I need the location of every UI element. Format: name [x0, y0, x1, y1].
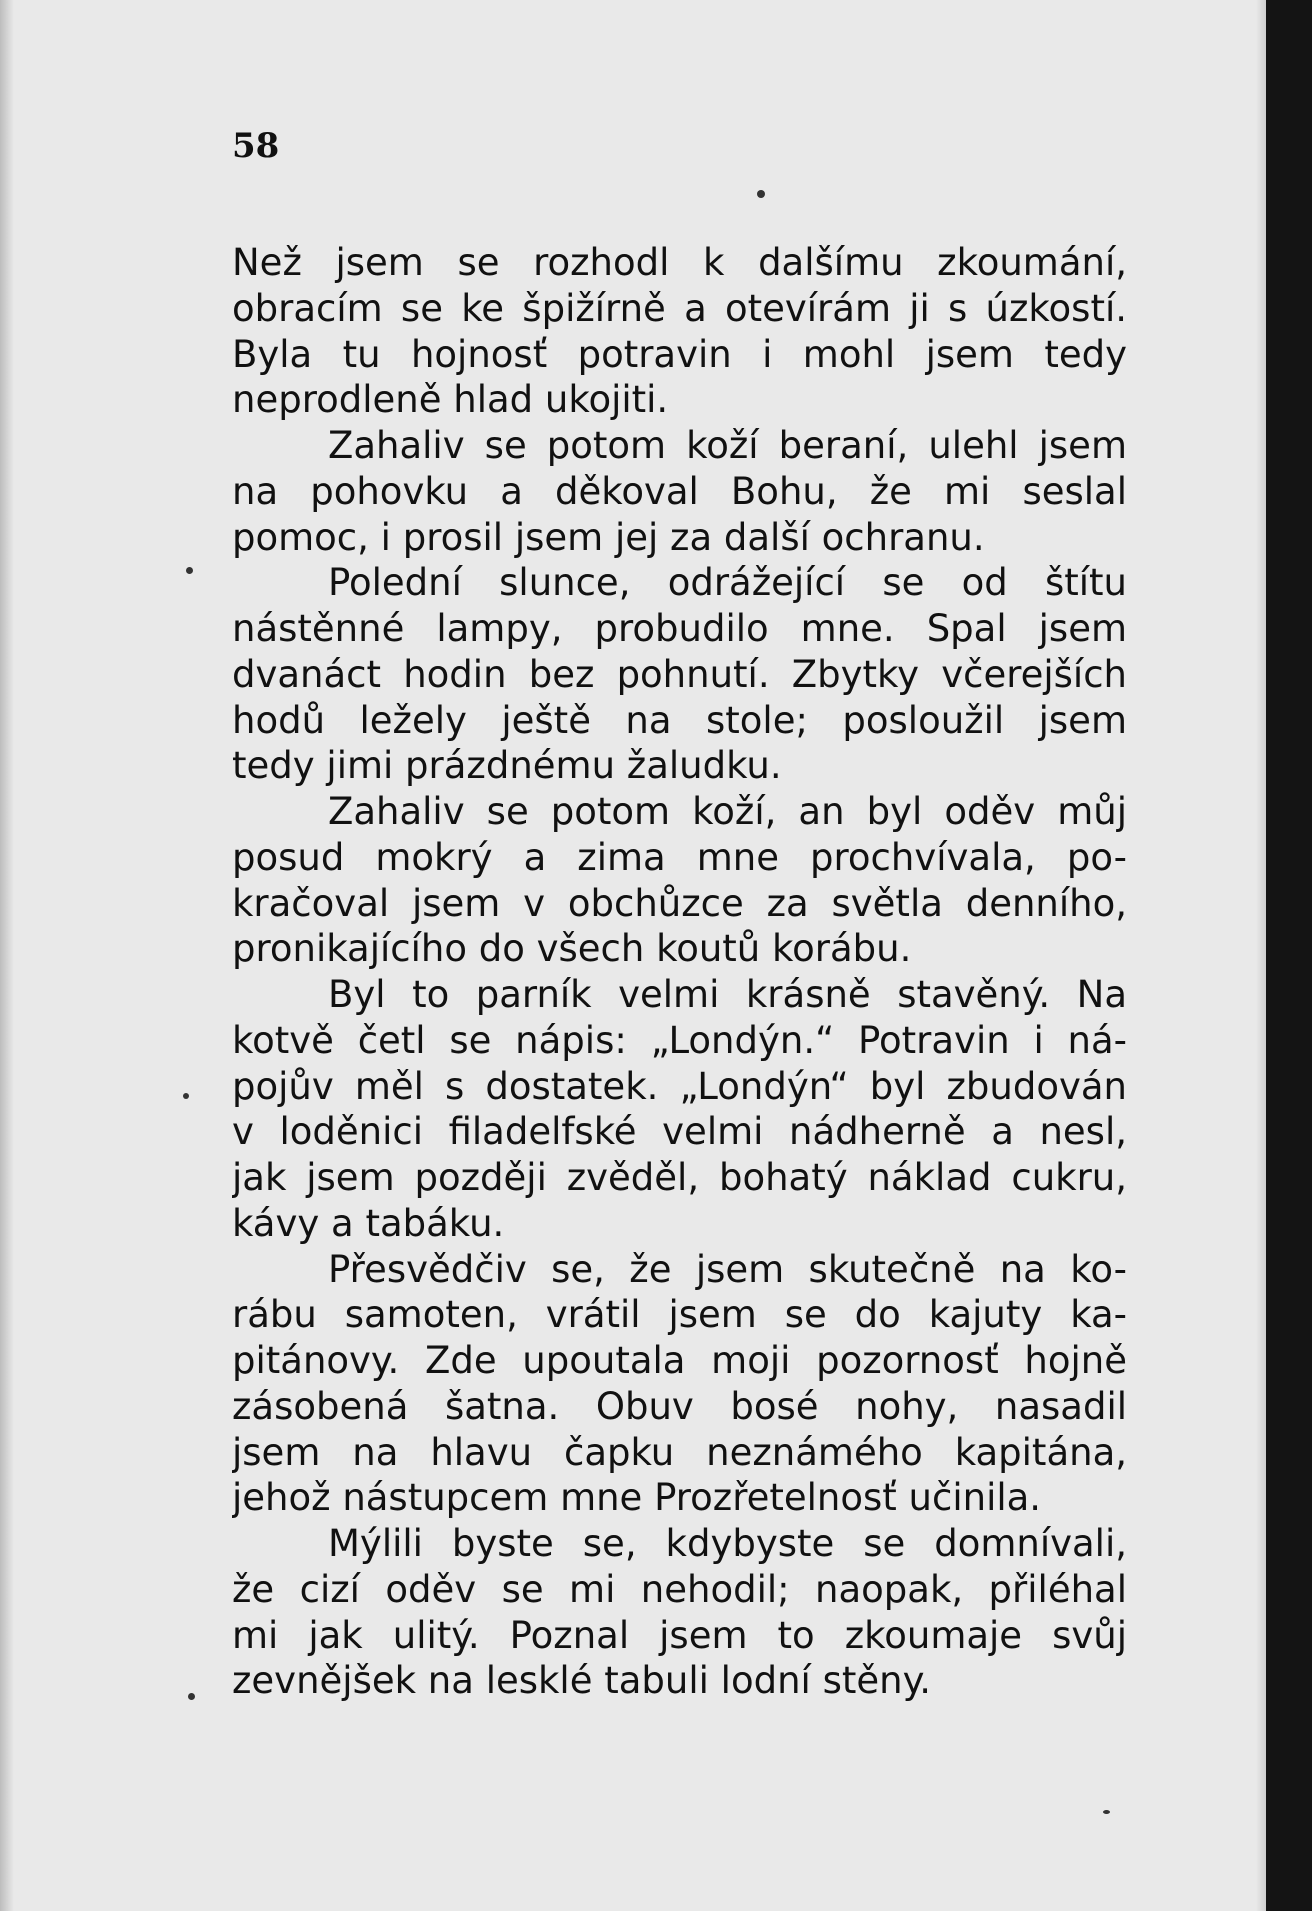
text-line: zásobená šatna. Obuv bosé nohy, nasadil [232, 1384, 1127, 1428]
text-line: tedy jimi prázdnému žaludku. [232, 744, 782, 788]
text-line: jak jsem později zvěděl, bohatý náklad cukru, [232, 1156, 1127, 1199]
paragraph [232, 789, 1127, 972]
text-line: jsem na hlavu čapku neznámého kapitána, [232, 1430, 1127, 1474]
text-line: kotvě četl se nápis: „Londýn.“ Potravin i ná- [232, 1018, 1127, 1062]
text-line: kávy a tabáku. [232, 1201, 505, 1245]
text-line: neprodleně hlad ukojiti. [232, 378, 669, 422]
paragraph [232, 240, 1127, 423]
text-line: pronikajícího do všech koutů korábu. [232, 927, 912, 971]
text-line: jehož nástupcem mne Prozřetelnosť učinila. [232, 1476, 1042, 1520]
paragraph [232, 423, 1127, 560]
text-line: rábu samoten, vrátil jsem se do kajuty ka- [232, 1293, 1127, 1337]
text-line: Zahaliv se potom koží beraní, ulehl jsem [328, 424, 1127, 467]
text-line: kračoval jsem v obchůzce za světla denního, [232, 881, 1127, 925]
text-line: že cizí oděv se mi nehodil; naopak, přiléhal [232, 1567, 1127, 1611]
print-speck [188, 1693, 195, 1700]
text-line: nástěnné lampy, probudilo mne. Spal jsem [232, 607, 1127, 650]
text-line: obracím se ke špižírně a otevírám ji s úzkostí. [232, 286, 1127, 330]
text-line: Než jsem se rozhodl k dalšímu zkoumání, [232, 241, 1127, 284]
text-line: hodů ležely ještě na stole; posloužil jsem [232, 698, 1127, 742]
text-line: v loděnici filadelfské velmi nádherně a nesl, [232, 1110, 1127, 1154]
paragraph [232, 972, 1127, 1247]
print-speck [183, 1093, 189, 1099]
print-speck [757, 190, 765, 198]
text-line: pojův měl s dostatek. „Londýn“ byl zbudován [232, 1064, 1127, 1108]
text-line: Polední slunce, odrážející se od štítu [328, 561, 1127, 605]
print-speck [1103, 1810, 1110, 1814]
body-text [232, 240, 1127, 1704]
text-line: mi jak ulitý. Poznal jsem to zkoumaje svůj [232, 1613, 1127, 1657]
page-edge [1266, 0, 1312, 1911]
text-line: na pohovku a děkoval Bohu, že mi seslal [232, 469, 1127, 513]
text-line: Přesvědčiv se, že jsem skutečně na ko- [328, 1247, 1127, 1291]
text-line: Zahaliv se potom koží, an byl oděv můj [328, 790, 1127, 833]
text-line: zevnějšek na lesklé tabuli lodní stěny. [232, 1659, 931, 1703]
text-line: pitánovy. Zde upoutala moji pozornosť hojně [232, 1339, 1127, 1382]
text-line: Mýlili byste se, kdybyste se domnívali, [328, 1522, 1127, 1565]
text-line: dvanáct hodin bez pohnutí. Zbytky včerejších [232, 652, 1127, 696]
print-speck [186, 567, 193, 574]
page-number: 58 [232, 126, 280, 166]
paragraph [232, 560, 1127, 789]
text-line: Byl to parník velmi krásně stavěný. Na [328, 973, 1127, 1016]
paragraph [232, 1521, 1127, 1704]
text-line: posud mokrý a zima mne prochvívala, po- [232, 835, 1127, 879]
text-line: pomoc, i prosil jsem jej za další ochranu. [232, 515, 985, 559]
paragraph [232, 1247, 1127, 1522]
text-line: Byla tu hojnosť potravin i mohl jsem tedy [232, 332, 1127, 376]
